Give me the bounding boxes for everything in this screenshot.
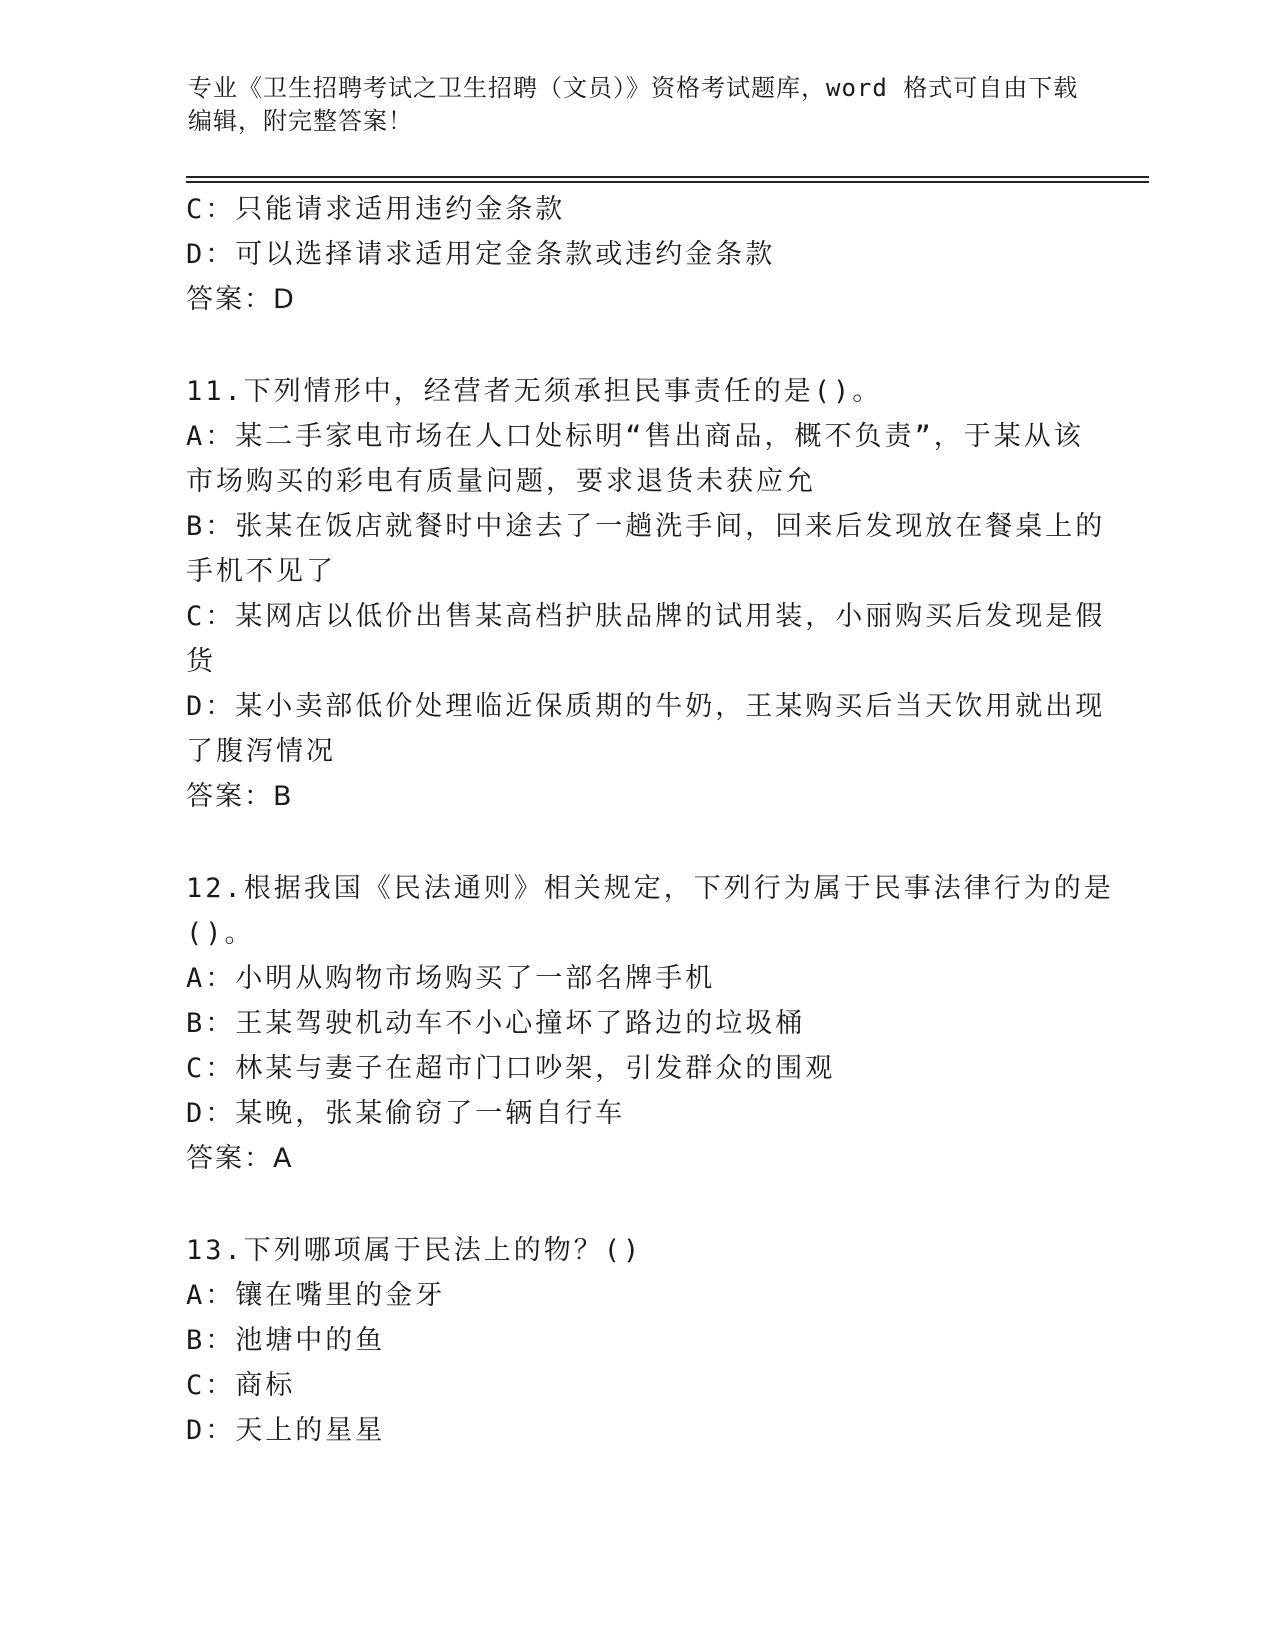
option-c: C：林某与妻子在超市门口吵架，引发群众的围观 — [186, 1053, 836, 1084]
question-stem: 11.下列情形中，经营者无须承担民事责任的是()。 — [186, 376, 883, 407]
option-c: C：只能请求适用违约金条款 — [186, 194, 566, 225]
option-c: C：某网店以低价出售某高档护肤品牌的试用装，小丽购买后发现是假 — [186, 601, 1106, 632]
option-d: D：天上的星星 — [186, 1415, 386, 1446]
option-d-continued: 了腹泻情况 — [186, 736, 336, 767]
answer-line: 答案：A — [186, 1143, 294, 1174]
option-d: D：某晚，张某偷窃了一辆自行车 — [186, 1098, 626, 1129]
spacer — [186, 819, 1086, 866]
option-b-continued: 手机不见了 — [186, 556, 336, 587]
spacer — [186, 1181, 1086, 1228]
question-stem: 12.根据我国《民法通则》相关规定，下列行为属于民事法律行为的是 — [186, 873, 1114, 904]
option-a-continued: 市场购买的彩电有质量问题，要求退货未获应允 — [186, 466, 816, 497]
question-stem-continued: ()。 — [186, 918, 255, 949]
option-a: A：某二手家电市场在人口处标明“售出商品，概不负责”，于某从该 — [186, 421, 1084, 452]
spacer — [186, 322, 1086, 369]
header-divider-bottom — [186, 181, 1149, 183]
question-content — [186, 187, 1114, 1453]
option-c: C：商标 — [186, 1370, 296, 1401]
question-12 — [186, 866, 1114, 1181]
header-line-2: 编辑，附完整答案！ — [188, 107, 413, 135]
question-13 — [186, 1228, 1086, 1453]
option-d: D：可以选择请求适用定金条款或违约金条款 — [186, 239, 776, 270]
option-b: B：王某驾驶机动车不小心撞坏了路边的垃圾桶 — [186, 1008, 806, 1039]
question-stem: 13.下列哪项属于民法上的物？() — [186, 1235, 643, 1266]
previous-question-block — [186, 187, 1086, 322]
answer-line: 答案：D — [186, 284, 296, 315]
answer-line: 答案：B — [186, 781, 294, 812]
document-header — [188, 72, 1088, 138]
option-b: B：张某在饭店就餐时中途去了一趟洗手间，回来后发现放在餐桌上的 — [186, 511, 1106, 542]
option-d: D：某小卖部低价处理临近保质期的牛奶，王某购买后当天饮用就出现 — [186, 691, 1106, 722]
option-b: B：池塘中的鱼 — [186, 1325, 386, 1356]
header-line-1: 专业《卫生招聘考试之卫生招聘（文员）》资格考试题库，word 格式可自由下载 — [188, 74, 1079, 102]
option-c-continued: 货 — [186, 646, 216, 677]
option-a: A：镶在嘴里的金牙 — [186, 1280, 446, 1311]
header-divider-top — [186, 176, 1149, 178]
option-a: A：小明从购物市场购买了一部名牌手机 — [186, 963, 716, 994]
question-11 — [186, 369, 1106, 819]
